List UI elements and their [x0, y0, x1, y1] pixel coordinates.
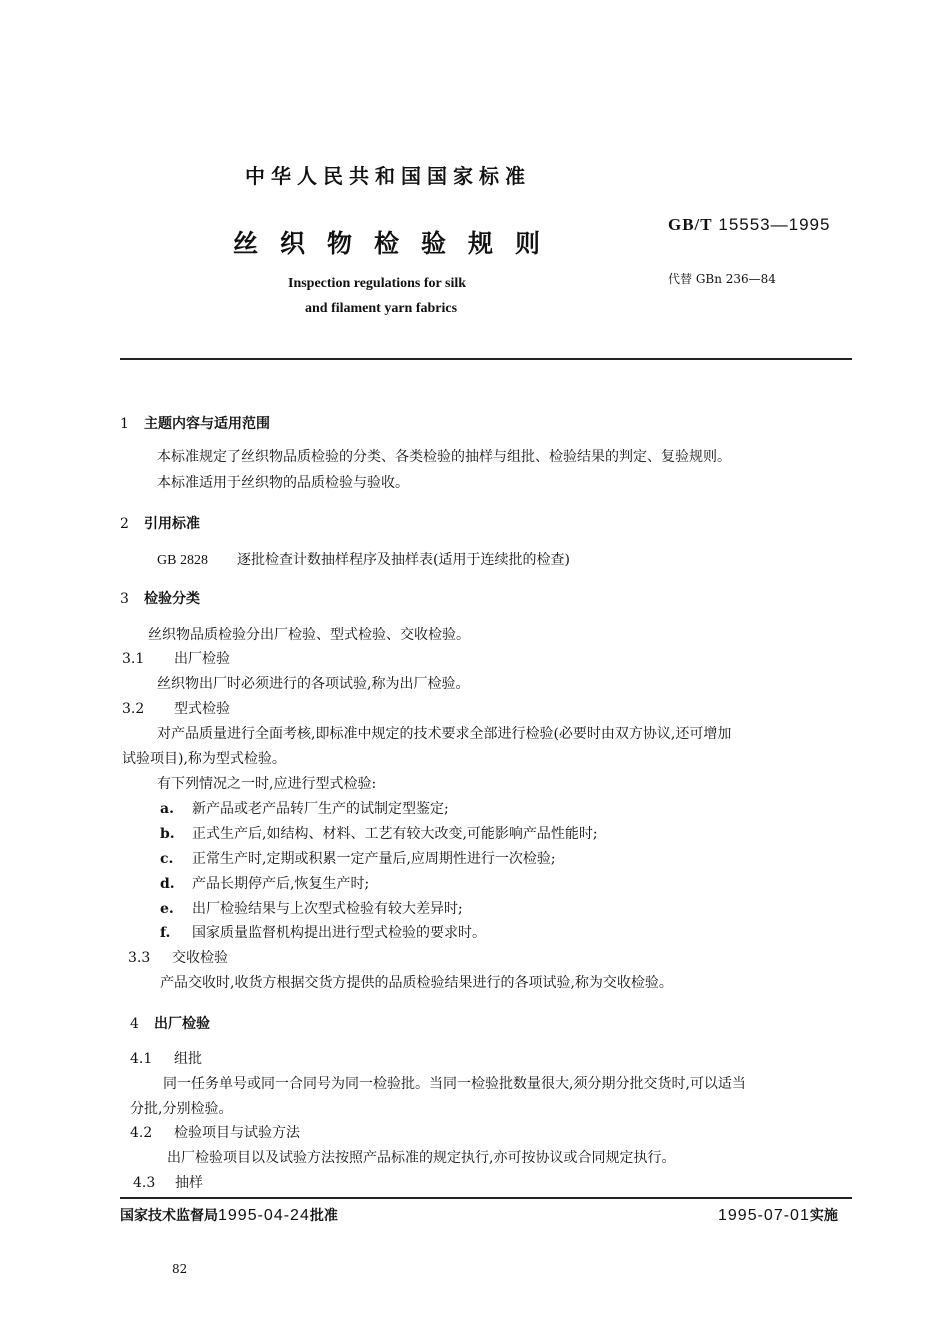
referenced-standard — [157, 549, 570, 569]
national-standard-heading: 中华人民共和国国家标准 — [245, 164, 531, 188]
document-title-en-line2: and filament yarn fabrics — [305, 301, 458, 316]
list-item — [160, 898, 463, 918]
list-item-letter: c. — [160, 851, 174, 867]
section-3-2-heading — [122, 698, 230, 718]
section-4-2-number: 4.2 — [130, 1125, 153, 1141]
effective-date: 1995-07-01 — [718, 1207, 810, 1224]
section-3-intro: 丝织物品质检验分出厂检验、型式检验、交收检验。 — [148, 627, 470, 643]
section-1-title: 主题内容与适用范围 — [144, 416, 270, 432]
section-4-2-title: 检验项目与试验方法 — [174, 1125, 300, 1141]
section-2-heading — [120, 513, 200, 533]
section-4-number: 4 — [130, 1016, 139, 1032]
section-1-paragraph-2: 本标准适用于丝织物的品质检验与验收。 — [157, 475, 409, 491]
list-item-text: 正常生产时,定期或积累一定产量后,应周期性进行一次检验; — [192, 851, 556, 867]
list-item-text: 产品长期停产后,恢复生产时; — [192, 876, 370, 892]
section-2-number: 2 — [120, 516, 129, 532]
section-4-3-heading — [133, 1172, 203, 1192]
section-3-3-number: 3.3 — [128, 950, 151, 966]
section-1-heading — [120, 413, 270, 433]
section-3-2-list-intro: 有下列情况之一时,应进行型式检验: — [157, 776, 377, 792]
list-item — [160, 798, 449, 818]
issuer: 国家技术监督局 — [120, 1208, 218, 1224]
issue-word: 批准 — [309, 1208, 338, 1224]
list-item — [160, 848, 556, 868]
footer-divider — [120, 1197, 852, 1199]
list-item — [160, 823, 598, 843]
section-3-2-number: 3.2 — [122, 701, 145, 717]
standard-number — [668, 215, 830, 235]
section-4-3-number: 4.3 — [133, 1175, 156, 1191]
section-4-1-title: 组批 — [174, 1051, 202, 1067]
issue-statement — [120, 1205, 338, 1225]
section-2-title: 引用标准 — [144, 516, 200, 532]
section-4-title: 出厂检验 — [154, 1016, 210, 1032]
list-item-letter: d. — [160, 876, 175, 892]
section-3-2-title: 型式检验 — [174, 701, 230, 717]
replaces-standard: 代替 GBn 236—84 — [668, 272, 776, 286]
list-item — [160, 873, 369, 893]
effective-statement — [718, 1205, 838, 1225]
document-title-en-line1: Inspection regulations for silk — [288, 276, 467, 291]
section-3-heading — [120, 588, 200, 608]
list-item-text: 正式生产后,如结构、材料、工艺有较大改变,可能影响产品性能时; — [192, 826, 598, 842]
section-4-1-text-line2: 分批,分别检验。 — [130, 1101, 233, 1117]
issue-date: 1995-04-24 — [218, 1207, 310, 1224]
section-3-1-heading — [122, 648, 230, 668]
ref-standard-code: GB 2828 — [157, 553, 208, 568]
section-4-heading — [130, 1013, 210, 1033]
section-3-3-text: 产品交收时,收货方根据交货方提供的品质检验结果进行的各项试验,称为交收检验。 — [160, 975, 673, 991]
section-3-title: 检验分类 — [144, 591, 200, 607]
section-4-2-heading — [130, 1122, 300, 1142]
section-4-1-number: 4.1 — [130, 1051, 153, 1067]
section-4-1-heading — [130, 1048, 202, 1068]
section-3-1-text: 丝织物出厂时必须进行的各项试验,称为出厂检验。 — [157, 676, 470, 692]
section-3-2-text-line1: 对产品质量进行全面考核,即标准中规定的技术要求全部进行检验(必要时由双方协议,还可增加 — [157, 726, 732, 742]
effective-word: 实施 — [809, 1208, 838, 1224]
document-title-cn: 丝织物检验规则 — [233, 229, 563, 258]
section-3-1-number: 3.1 — [122, 651, 145, 667]
list-item — [160, 922, 486, 942]
section-1-paragraph-1: 本标准规定了丝织物品质检验的分类、各类检验的抽样与组批、检验结果的判定、复验规则。 — [157, 449, 731, 465]
standard-prefix: GB/T — [668, 215, 713, 234]
ref-standard-title: 逐批检查计数抽样程序及抽样表(适用于连续批的检查) — [237, 552, 570, 568]
list-item-letter: e. — [160, 901, 174, 917]
list-item-text: 国家质量监督机构提出进行型式检验的要求时。 — [192, 925, 486, 941]
section-4-1-text-line1: 同一任务单号或同一合同号为同一检验批。当同一检验批数量很大,须分期分批交货时,可以适当 — [163, 1076, 746, 1092]
section-3-3-heading — [128, 947, 228, 967]
section-3-1-title: 出厂检验 — [174, 651, 230, 667]
list-item-letter: b. — [160, 826, 175, 842]
standard-number-value: 15553—1995 — [718, 215, 831, 234]
section-4-2-text: 出厂检验项目以及试验方法按照产品标准的规定执行,亦可按协议或合同规定执行。 — [167, 1150, 676, 1166]
list-item-letter: f. — [160, 925, 171, 941]
section-1-number: 1 — [120, 416, 129, 432]
list-item-letter: a. — [160, 801, 174, 817]
section-4-3-title: 抽样 — [175, 1175, 203, 1191]
section-3-number: 3 — [120, 591, 129, 607]
header-divider — [120, 358, 852, 360]
list-item-text: 出厂检验结果与上次型式检验有较大差异时; — [192, 901, 463, 917]
page-number: 82 — [172, 1262, 188, 1276]
section-3-3-title: 交收检验 — [172, 950, 228, 966]
list-item-text: 新产品或老产品转厂生产的试制定型鉴定; — [192, 801, 449, 817]
section-3-2-text-line2: 试验项目),称为型式检验。 — [122, 751, 286, 767]
